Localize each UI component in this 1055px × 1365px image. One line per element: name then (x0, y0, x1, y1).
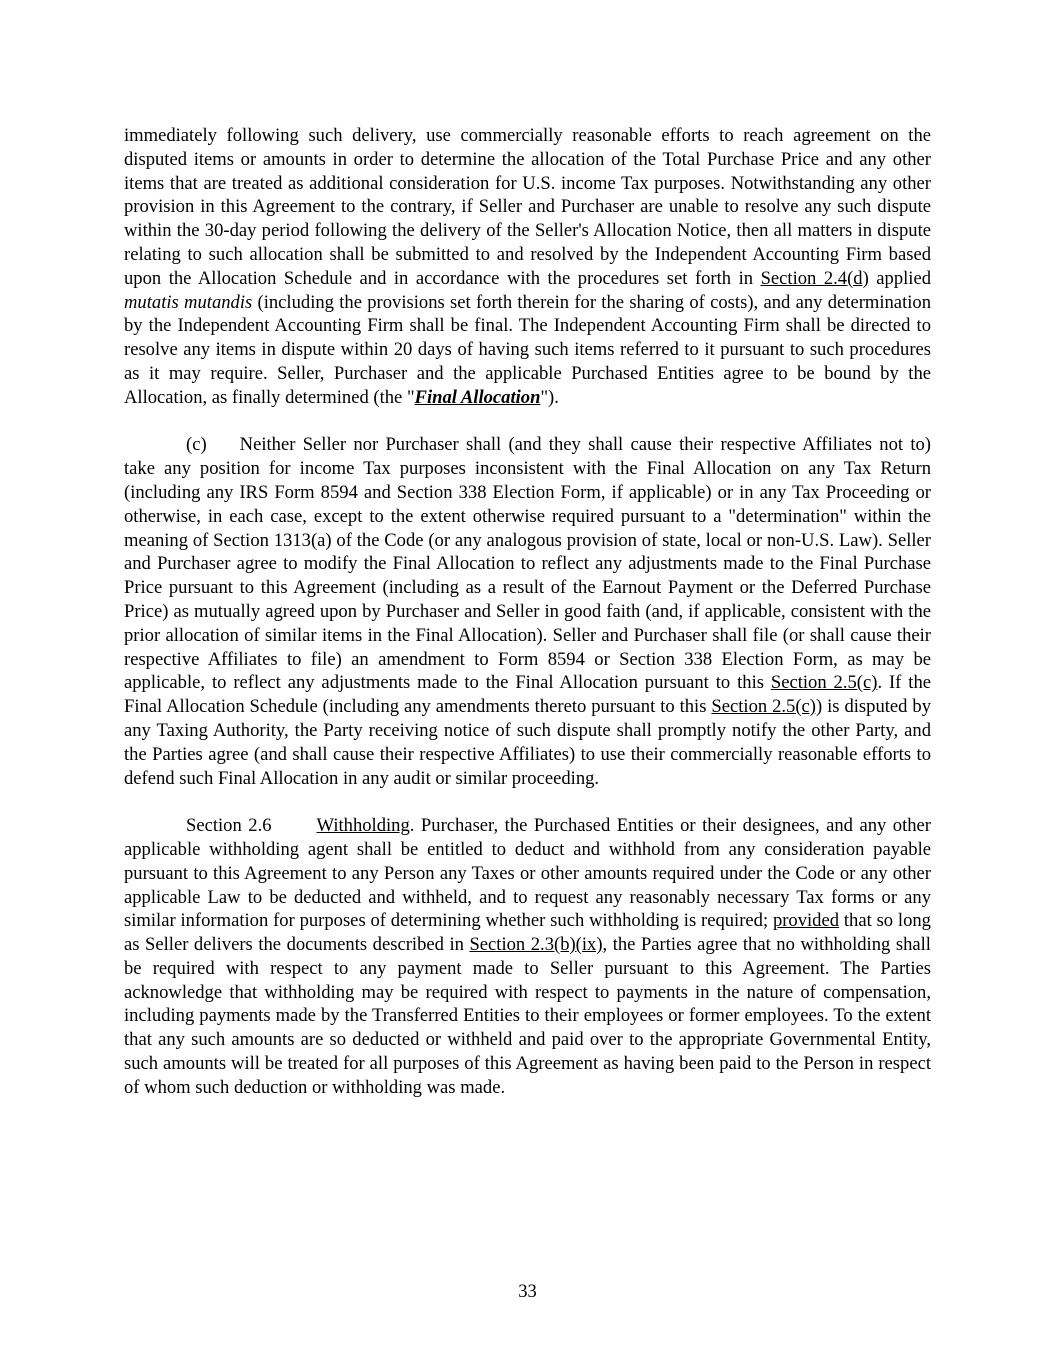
paragraph-section-2-6 (124, 814, 931, 1100)
subsection-label: (c) (186, 434, 207, 456)
paragraph-text: immediately following such delivery, use commercially reasonable efforts to reach agreement on the disputed items or amounts in order to determine the allocation of the Total Purchase Price and any other items that are treated as additional consideration for U.S. income Tax purposes. Notwithstanding any other provision in this Agreement to the contrary, if Seller and Purchaser are unable to resolve any such dispute within the 30-day period following the delivery of the Seller's Allocation Notice, then all matters in dispute relating to such allocation shall be submitted to and resolved by the Independent Accounting Firm based upon the Allocation Schedule and in accordance with the procedures set forth in (124, 125, 931, 289)
paragraph-text: "). (540, 386, 559, 408)
cross-reference-link: Section 2.5(c) (770, 672, 878, 694)
cross-reference-link: Section 2.5(c) (711, 696, 816, 718)
cross-reference-link: Section 2.4(d) (760, 267, 869, 289)
section-label: Section 2.6 (186, 815, 272, 837)
latin-phrase: mutatis mutandis (124, 291, 253, 313)
paragraph-text: Neither Seller nor Purchaser shall (and they shall cause their respective Affiliates not to) take any position for income Tax purposes inconsistent with the Final Allocation on any Tax Return (including any IRS Form 8594 and Section 338 Election Form, if applicable) or in any Tax Proceeding or otherwise, in each case, except to the extent otherwise required pursuant to a "determination" within the meaning of Section 1313(a) of the Code (or any analogous provision of state, local or non-U.S. Law). Seller and Purchaser agree to modify the Final Allocation to reflect any adjustments made to the Final Purchase Price pursuant to this Agreement (including as a result of the Earnout Payment or the Deferred Purchase Price) as mutually agreed upon by Purchaser and Seller in good faith (and, if applicable, consistent with the prior allocation of similar items in the Final Allocation). Seller and Purchaser shall file (or shall cause their respective Affiliates to file) an amendment to Form 8594 or Section 338 Election Form, as may be applicable, to reflect any adjustments made to the Final Allocation pursuant to this (124, 434, 931, 694)
cross-reference-link: Section 2.3(b)(ix) (469, 934, 603, 956)
paragraph-text: ) is disputed by any Taxing Authority, the Party receiving notice of such dispute shall promptly notify the other Party, and the Parties agree (and shall cause their respective Affiliates) to use their commercially reasonable efforts to defend such Final Allocation in any audit or similar proceeding. (124, 696, 931, 789)
paragraph-text: applied (868, 267, 931, 289)
paragraph-text: that so long as Seller delivers the documents described in (124, 910, 931, 956)
paragraph-allocation-dispute (124, 124, 931, 410)
document-body (124, 124, 931, 1123)
defined-term: Final Allocation (414, 386, 541, 408)
proviso-term: provided (772, 910, 840, 932)
paragraph-text: , the Parties agree that no withholding shall be required with respect to any payment made to Seller pursuant to this Agreement. The Parties acknowledge that withholding may be required with respect to payments in the nature of compensation, including payments made by the Transferred Entities to their employees or former employees. To the extent that any such amounts are so deducted or withheld and paid over to the appropriate Governmental Entity, such amounts will be treated for all purposes of this Agreement as having been paid to the Person in respect of whom such deduction or withholding was made. (124, 934, 931, 1098)
paragraph-text: . If the Final Allocation Schedule (including any amendments thereto pursuant to this (124, 672, 931, 718)
page-number: 33 (518, 1281, 537, 1302)
section-heading: Withholding (316, 815, 410, 837)
paragraph-subsection-c (124, 433, 931, 790)
paragraph-text: (including the provisions set forth therein for the sharing of costs), and any determination by the Independent Accounting Firm shall be final. The Independent Accounting Firm shall be directed to resolve any items in dispute within 20 days of having such items referred to it pursuant to such procedures as it may require. Seller, Purchaser and the applicable Purchased Entities agree to be bound by the Allocation, as finally determined (the " (124, 291, 931, 408)
paragraph-text: . Purchaser, the Purchased Entities or their designees, and any other applicable withholding agent shall be entitled to deduct and withhold from any consideration payable pursuant to this Agreement to any Person any Taxes or other amounts required under the Code or any other applicable Law to be deducted and withheld, and to request any reasonably necessary Tax forms or any similar information for purposes of determining whether such withholding is required; (124, 815, 932, 932)
